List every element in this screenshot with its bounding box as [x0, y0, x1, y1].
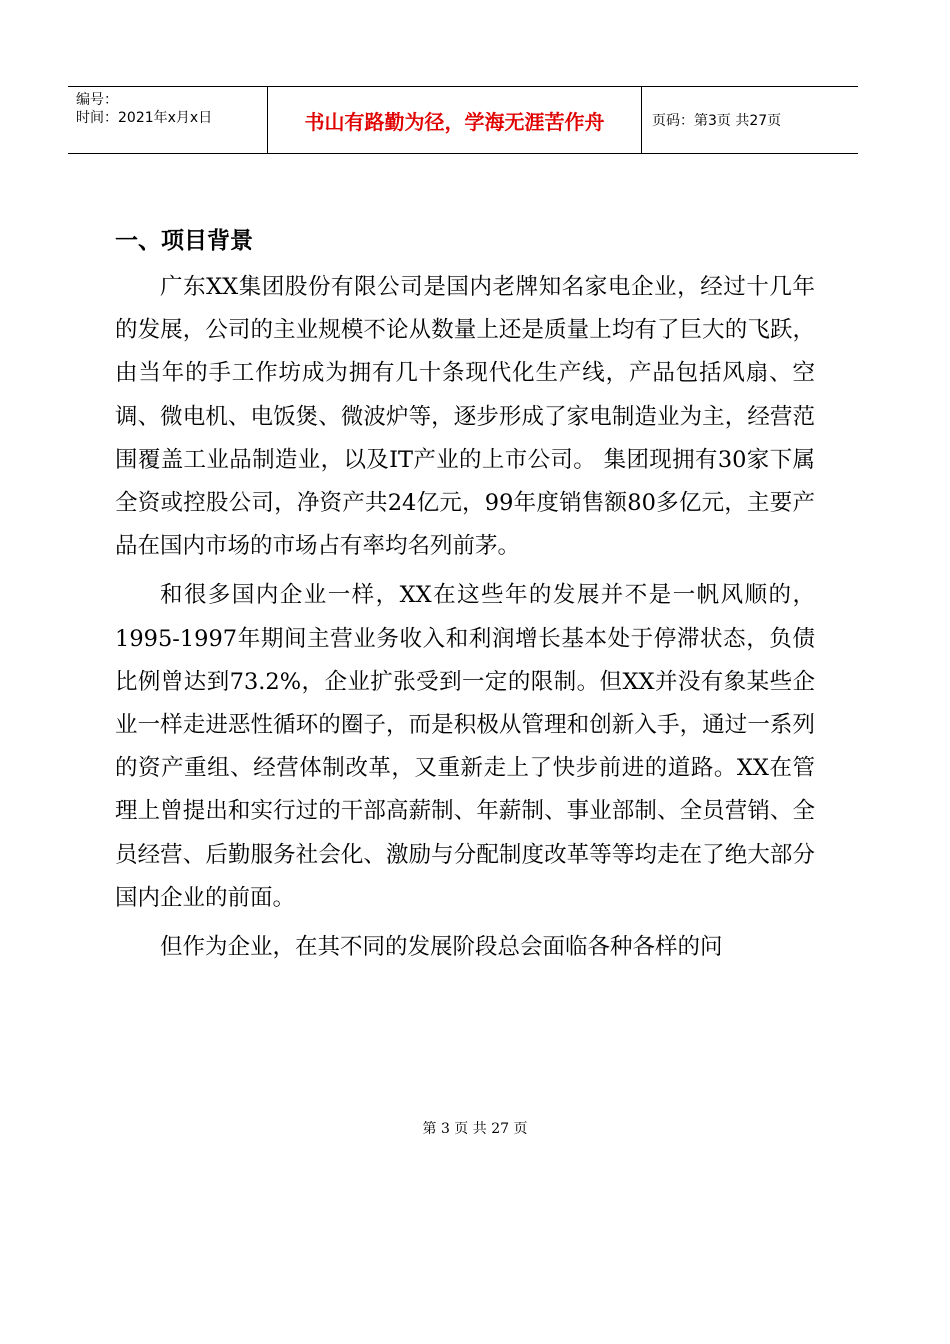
document-body: [115, 218, 815, 969]
paragraph-3: 但作为企业，在其不同的发展阶段总会面临各种各样的问: [160, 934, 723, 961]
paragraph-2: 和很多国内企业一样，XX在这些年的发展并不是一帆风顺的，1995-1997年期间主营业务收入和利润增长基本处于停滞状态，负债比例曾达到73.2%，企业扩张受到一定的限制。但XX并没有象某些企业一样走进恶性循环的圈子，而是积极从管理和创新入手，通过一系列的资产重组、经营体制改革，又重新走上了快步前进的道路。XX在管理上曾提出和实行过的干部高薪制、年薪制、事业部制、全员营销、全员经营、后勤服务社会化、激励与分配制度改革等等均走在了绝大部分国内企业的前面。: [115, 582, 815, 911]
document-number-label: 编号：: [76, 92, 118, 108]
page-footer: 第 3 页 共 27 页: [422, 1121, 528, 1137]
header-meta-cell: [68, 87, 268, 153]
page-header: [68, 86, 858, 154]
header-motto: 书山有路勤为径，学海无涯苦作舟: [268, 87, 642, 153]
header-page-info: 页码：第3页 共27页: [652, 113, 782, 129]
paragraph-1: 广东XX集团股份有限公司是国内老牌知名家电企业，经过十几年的发展，公司的主业规模不论从数量上还是质量上均有了巨大的飞跃，由当年的手工作坊成为拥有几十条现代化生产线，产品包括风扇、空调、微电机、电饭煲、微波炉等，逐步形成了家电制造业为主，经营范围覆盖工业品制造业，以及IT产业的上市公司。 集团现拥有30家下属全资或控股公司，净资产共24亿元，99年度销售额80多亿元，主要产品在国内市场的市场占有率均名列前茅。: [115, 274, 815, 560]
section-title: 一、项目背景: [115, 228, 253, 254]
document-date: 时间：2021年x月x日: [76, 110, 213, 126]
